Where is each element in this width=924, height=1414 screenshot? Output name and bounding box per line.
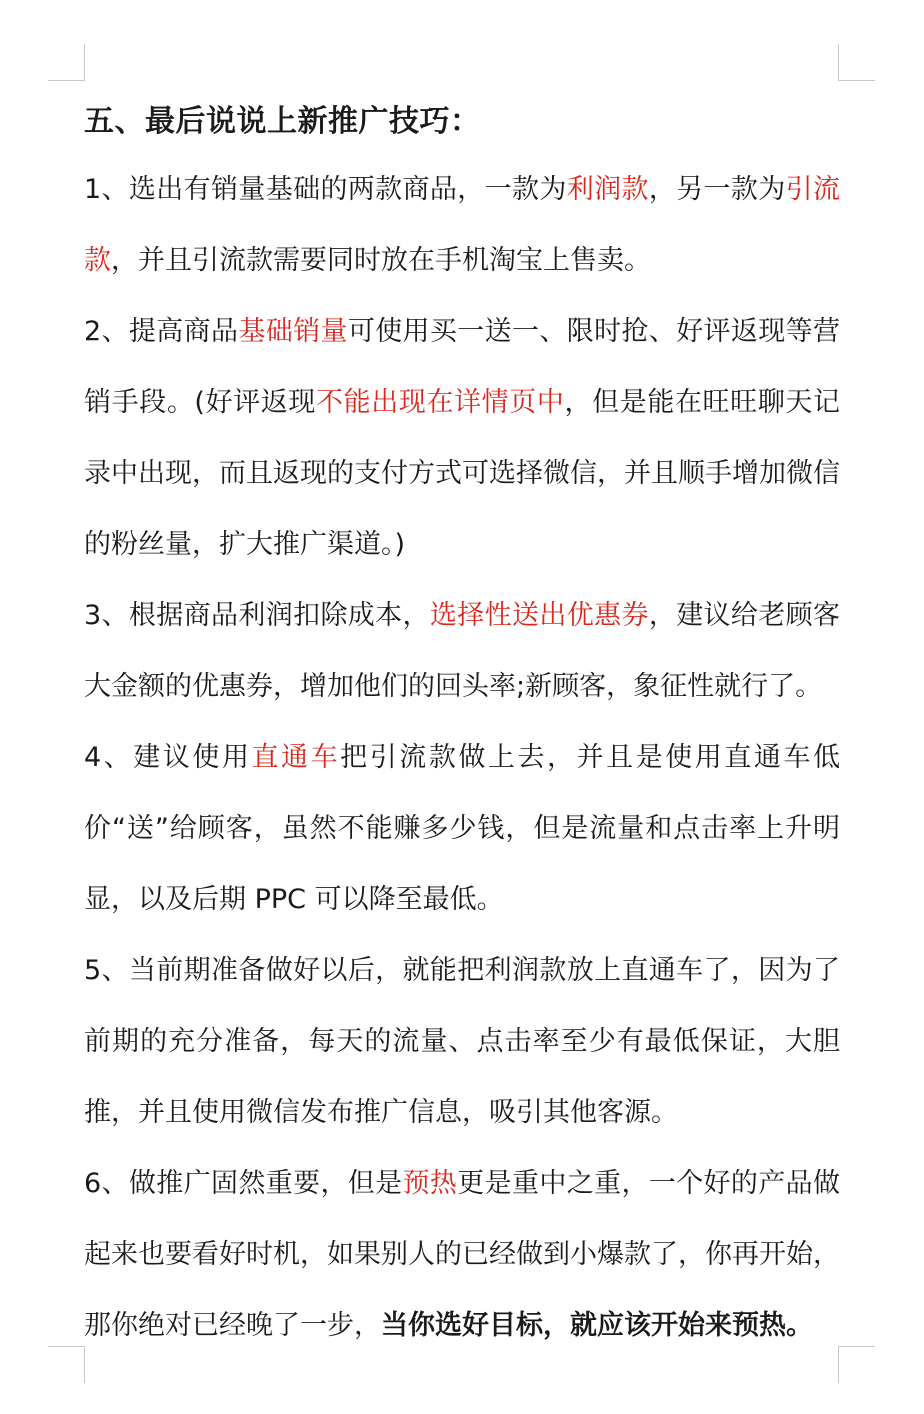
highlight-through-train: 直通车 bbox=[251, 742, 341, 773]
emphasis-start-preheating: 当你选好目标，就应该开始来预热。 bbox=[381, 1310, 813, 1341]
highlight-preheat: 预热 bbox=[402, 1168, 458, 1199]
page-corner-mark-top-left bbox=[48, 44, 85, 81]
tip-6-text: 6、做推广固然重要，但是 bbox=[84, 1168, 403, 1199]
tip-paragraph-2 bbox=[84, 296, 840, 580]
tip-paragraph-6 bbox=[84, 1148, 840, 1361]
page-corner-mark-bottom-right bbox=[838, 1346, 875, 1383]
highlight-profit-item: 利润款 bbox=[566, 174, 649, 205]
page-corner-mark-bottom-left bbox=[48, 1346, 85, 1383]
tip-1-text: ，并且引流款需要同时放在手机淘宝上售卖。 bbox=[111, 245, 651, 276]
tip-paragraph-1 bbox=[84, 154, 840, 296]
highlight-traffic-item: 引流款 bbox=[84, 174, 841, 276]
tip-5-text: 5、当前期准备做好以后，就能把利润款放上直通车了，因为了前期的充分准备，每天的流量、点击率至少有最低保证，大胆推，并且使用微信发布推广信息，吸引其他客源。 bbox=[84, 955, 840, 1128]
document-body bbox=[84, 92, 840, 1361]
tip-3-text: 3、根据商品利润扣除成本， bbox=[84, 600, 430, 631]
highlight-selective-coupons: 选择性送出优惠券 bbox=[429, 600, 649, 631]
tip-6-text: 更是重中之重，一个好的产品做起来也要看好时机，如果别人的已经做到小爆款了，你再开始，那你绝对已经晚了一步， bbox=[84, 1168, 841, 1341]
highlight-not-on-detail-page: 不能出现在详情页中 bbox=[316, 387, 565, 418]
tip-2-text: ，但是能在旺旺聊天记录中出现，而且返现的支付方式可选择微信，并且顺手增加微信的粉丝量，扩大推广渠道。) bbox=[84, 387, 840, 560]
tip-4-text: 4、建议使用 bbox=[84, 742, 252, 773]
page-corner-mark-top-right bbox=[838, 44, 875, 81]
highlight-base-sales: 基础销量 bbox=[238, 316, 348, 347]
tip-2-text: 可使用买一送一、限时抢、好评返现等营销手段。(好评返现 bbox=[84, 316, 841, 418]
tip-1-text: 1、选出有销量基础的两款商品，一款为 bbox=[84, 174, 567, 205]
tip-1-text: ，另一款为 bbox=[648, 174, 786, 205]
tip-4-text: 把引流款做上去，并且是使用直通车低价“送”给顾客，虽然不能赚多少钱，但是流量和点击率上升明显，以及后期 PPC 可以降至最低。 bbox=[84, 742, 841, 915]
section-heading: 五、最后说说上新推广技巧： bbox=[84, 104, 481, 139]
tip-paragraph-3 bbox=[84, 580, 840, 722]
tip-3-text: ，建议给老顾客大金额的优惠券，增加他们的回头率;新顾客，象征性就行了。 bbox=[84, 600, 841, 702]
tip-paragraph-4 bbox=[84, 722, 840, 935]
tip-2-text: 2、提高商品 bbox=[84, 316, 239, 347]
tip-paragraph-5 bbox=[84, 935, 840, 1148]
